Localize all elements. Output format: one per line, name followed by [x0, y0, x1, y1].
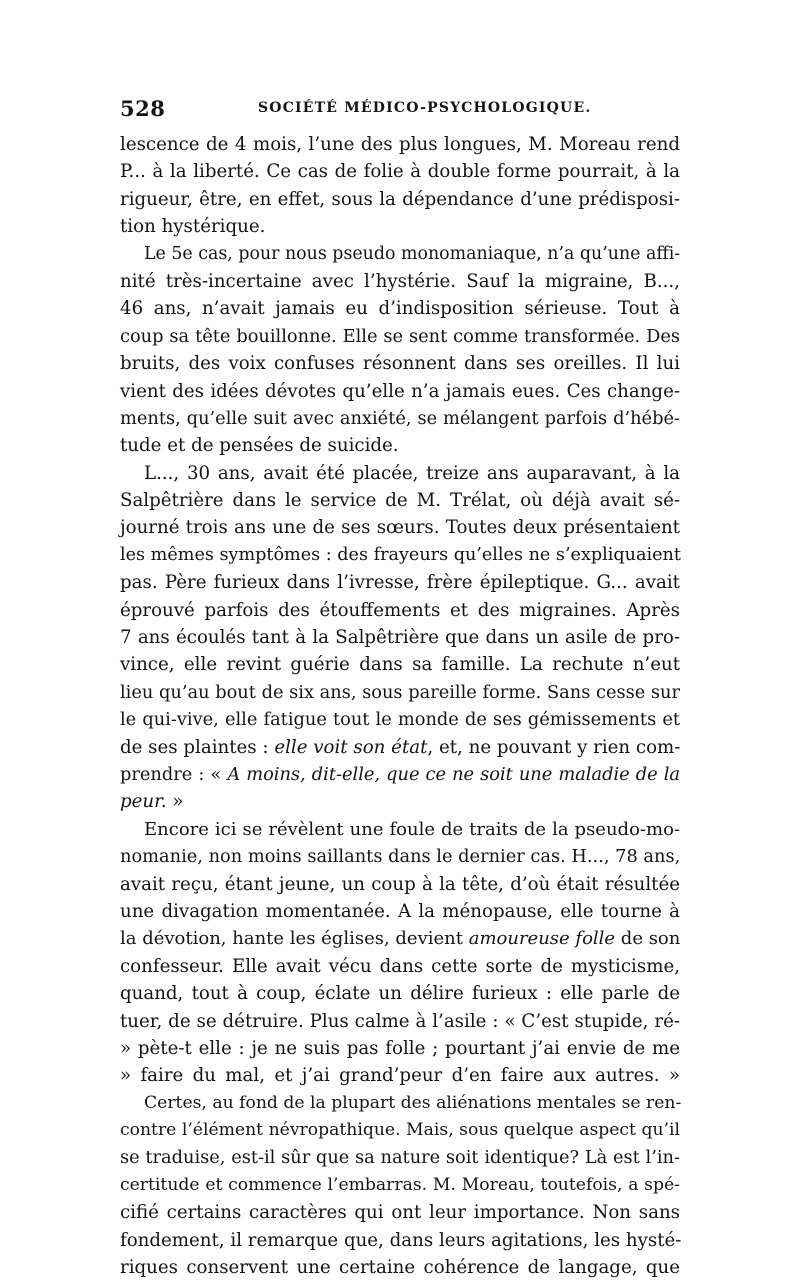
text-line: fondement, il remarque que, dans leurs agitations, les hysté-	[120, 1229, 682, 1251]
text-line: une divagation momentanée. A la ménopause, elle tourne à	[120, 900, 680, 922]
page-header	[120, 96, 680, 122]
running-title: SOCIÉTÉ MÉDICO-PSYCHOLOGIQUE.	[258, 100, 592, 116]
text-line: tion hystérique.	[120, 216, 266, 238]
text-line: tude et de pensées de suicide.	[120, 435, 399, 457]
text-line: riques conservent une certaine cohérence de langage, que	[120, 1257, 680, 1279]
italic-text-run: elle voit son état	[274, 736, 428, 758]
text-line: Certes, au fond de la plupart des aliénations mentales se ren-	[144, 1092, 682, 1113]
text-line: confesseur. Elle avait vécu dans cette sorte de mysticisme,	[120, 955, 680, 977]
text-line: avait reçu, étant jeune, un coup à la tête, d’où était résultée	[120, 873, 680, 895]
text-line: nomanie, non moins saillants dans le dernier cas. H..., 78 ans,	[120, 846, 681, 868]
italic-text-run: A moins, dit-elle, que ce ne soit une maladie de la	[227, 763, 681, 785]
text-line: lieu qu’au bout de six ans, sous pareille forme. Sans cesse sur	[120, 681, 680, 703]
text-line	[120, 925, 680, 952]
text-line: vince, elle revint guérie dans sa famille. La rechute n’eut	[120, 654, 680, 676]
text-line	[120, 734, 680, 761]
text-line: quand, tout à coup, éclate un délire furieux : elle parle de	[120, 983, 680, 1005]
text-line: bruits, des voix confuses résonnent dans ses oreilles. Il lui	[120, 353, 680, 375]
text-line	[120, 761, 680, 788]
text-line: ments, qu’elle suit avec anxiété, se mélangent parfois d’hébé-	[120, 407, 680, 429]
text-run: prendre : «	[120, 763, 228, 785]
text-line: certitude et commence l’embarras. M. Moreau, toutefois, a spé-	[120, 1174, 680, 1195]
text-line: vient des idées dévotes qu’elle n’a jamais eues. Ces change-	[120, 380, 680, 402]
text-line: les mêmes symptômes : des frayeurs qu’elles ne s’expliquaient	[120, 544, 681, 565]
text-line: rigueur, être, en effet, sous la dépendance d’une prédisposi-	[120, 188, 680, 210]
text-line: contre l’élément névropathique. Mais, sous quelque aspect qu’il	[120, 1120, 680, 1141]
text-run: de son	[615, 928, 681, 950]
page-number: 528	[120, 96, 166, 121]
text-line: Encore ici se révèlent une foule de traits de la pseudo-mo-	[144, 818, 680, 840]
text-line: 46 ans, n’avait jamais eu d’indisposition sérieuse. Tout à	[120, 298, 680, 320]
text-line: se traduise, est-il sûr que sa nature soit identique? Là est l’in-	[120, 1147, 680, 1169]
text-line: éprouvé parfois des étouffements et des migraines. Après	[120, 599, 680, 621]
text-line: » faire du mal, et j’ai grand’peur d’en faire aux autres. »	[120, 1065, 680, 1087]
text-line: tuer, de se détruire. Plus calme à l’asile : « C’est stupide, ré-	[120, 1010, 680, 1032]
text-line: Le 5e cas, pour nous pseudo monomaniaque, n’a qu’une affi-	[144, 243, 681, 264]
text-line: cifié certains caractères qui ont leur importance. Non sans	[120, 1202, 680, 1224]
text-run: de ses plaintes :	[120, 736, 275, 758]
text-line: » pète-t elle : je ne suis pas folle ; pourtant j’ai envie de me	[120, 1037, 680, 1059]
text-line: journé trois ans une de ses sœurs. Toutes deux présentaient	[120, 517, 680, 539]
text-run: , et, ne pouvant y rien com-	[427, 736, 681, 758]
text-line: P... à la liberté. Ce cas de folie à double forme pourrait, à la	[120, 161, 680, 183]
text-line: le qui-vive, elle fatigue tout le monde de ses gémissements et	[120, 709, 680, 731]
text-run: la dévotion, hante les églises, devient	[120, 928, 469, 950]
text-line: L..., 30 ans, avait été placée, treize ans auparavant, à la	[144, 462, 680, 484]
text-line: pas. Père furieux dans l’ivresse, frère épileptique. G... avait	[120, 572, 680, 594]
body-text	[120, 131, 680, 1281]
text-run: »	[166, 791, 184, 813]
italic-text-run: amoureuse folle	[468, 928, 616, 950]
text-line: 7 ans écoulés tant à la Salpêtrière que dans un asile de pro-	[120, 627, 680, 649]
text-line: Salpêtrière dans le service de M. Trélat, où déjà avait sé-	[120, 490, 680, 512]
text-line	[120, 788, 680, 815]
text-line: nité très-incertaine avec l’hystérie. Sauf la migraine, B...,	[120, 270, 680, 292]
text-line: lescence de 4 mois, l’une des plus longues, M. Moreau rend	[120, 134, 680, 155]
italic-text-run: peur.	[120, 791, 167, 813]
text-line: coup sa tête bouillonne. Elle se sent comme transformée. Des	[120, 325, 680, 347]
